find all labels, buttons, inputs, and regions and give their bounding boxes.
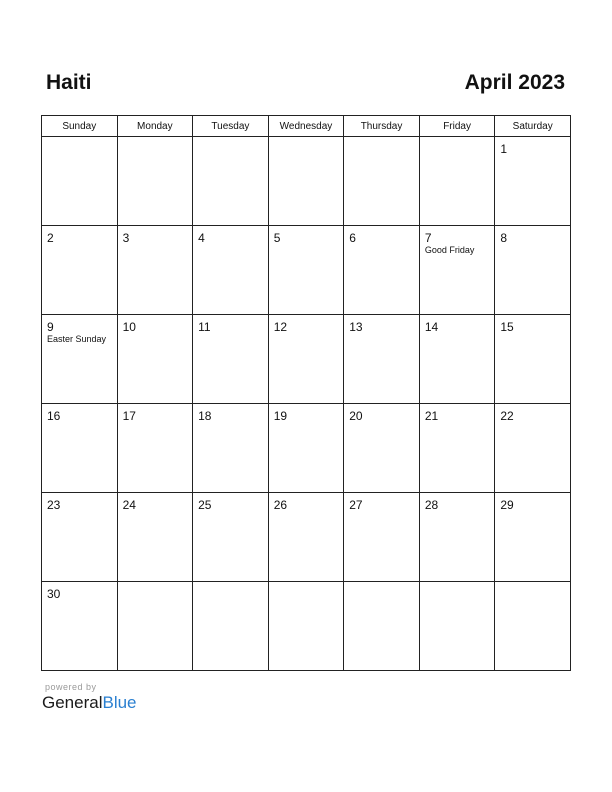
calendar-day-cell[interactable] bbox=[268, 404, 344, 493]
calendar-day-cell[interactable] bbox=[117, 493, 193, 582]
calendar-day-cell bbox=[344, 582, 420, 671]
calendar-day-cell[interactable] bbox=[344, 226, 420, 315]
calendar-day-cell[interactable] bbox=[268, 315, 344, 404]
calendar-day-cell[interactable] bbox=[495, 137, 571, 226]
day-number: 18 bbox=[198, 409, 212, 423]
calendar-day-cell[interactable] bbox=[419, 404, 495, 493]
calendar-day-cell bbox=[193, 137, 269, 226]
calendar-day-cell bbox=[117, 582, 193, 671]
day-number: 6 bbox=[349, 231, 356, 245]
day-number: 9 bbox=[47, 320, 54, 334]
calendar-day-cell bbox=[419, 582, 495, 671]
weekday-wednesday: Wednesday bbox=[268, 116, 344, 137]
day-number: 3 bbox=[122, 231, 130, 245]
calendar-day-cell[interactable] bbox=[344, 493, 420, 582]
day-number: 8 bbox=[500, 231, 508, 245]
calendar-day-cell bbox=[193, 582, 269, 671]
calendar-day-cell[interactable] bbox=[117, 226, 193, 315]
day-number: 13 bbox=[349, 320, 363, 334]
day-number: 23 bbox=[47, 498, 61, 512]
day-number: 30 bbox=[47, 587, 61, 601]
calendar-day-cell bbox=[268, 137, 344, 226]
calendar-week-row bbox=[42, 315, 571, 404]
calendar-day-cell[interactable] bbox=[42, 404, 118, 493]
day-number: 27 bbox=[349, 498, 363, 512]
weekday-sunday: Sunday bbox=[42, 116, 118, 137]
calendar-day-cell[interactable] bbox=[419, 315, 495, 404]
calendar-day-cell[interactable] bbox=[495, 315, 571, 404]
brand-general-text: General bbox=[42, 693, 103, 712]
calendar-day-cell[interactable] bbox=[42, 226, 118, 315]
calendar-day-cell[interactable] bbox=[193, 493, 269, 582]
calendar-day-cell bbox=[268, 582, 344, 671]
day-number: 16 bbox=[47, 409, 61, 423]
country-title: Haiti bbox=[46, 71, 92, 94]
powered-by-label: powered by bbox=[45, 682, 97, 692]
calendar-day-cell[interactable] bbox=[344, 315, 420, 404]
calendar-day-cell bbox=[42, 137, 118, 226]
day-number: 2 bbox=[47, 231, 54, 245]
calendar-day-cell[interactable] bbox=[42, 582, 118, 671]
day-number: 22 bbox=[500, 409, 514, 423]
weekday-header-row bbox=[42, 116, 571, 137]
calendar-week-row bbox=[42, 582, 571, 671]
calendar-day-cell bbox=[344, 137, 420, 226]
day-number: 12 bbox=[273, 320, 288, 334]
day-number: 5 bbox=[273, 231, 281, 245]
weekday-tuesday: Tuesday bbox=[193, 116, 269, 137]
calendar-day-cell[interactable] bbox=[419, 226, 495, 315]
calendar-week-row bbox=[42, 493, 571, 582]
day-number: 11 bbox=[198, 320, 211, 334]
calendar-body bbox=[42, 137, 571, 671]
day-number: 29 bbox=[500, 498, 514, 512]
day-number: 28 bbox=[424, 498, 439, 512]
brand-blue-text: Blue bbox=[102, 693, 137, 712]
day-number: 7 bbox=[424, 231, 432, 245]
calendar-day-cell bbox=[117, 137, 193, 226]
calendar-day-cell[interactable] bbox=[42, 493, 118, 582]
weekday-friday: Friday bbox=[419, 116, 495, 137]
calendar-day-cell[interactable] bbox=[495, 493, 571, 582]
calendar-week-row bbox=[42, 404, 571, 493]
calendar-day-cell[interactable] bbox=[344, 404, 420, 493]
calendar-week-row bbox=[42, 226, 571, 315]
day-number: 19 bbox=[273, 409, 288, 423]
day-number: 17 bbox=[122, 409, 136, 423]
calendar-day-cell bbox=[419, 137, 495, 226]
calendar-week-row bbox=[42, 137, 571, 226]
weekday-thursday: Thursday bbox=[344, 116, 420, 137]
day-number: 10 bbox=[122, 320, 136, 334]
day-number: 15 bbox=[500, 320, 514, 334]
calendar-day-cell[interactable] bbox=[268, 226, 344, 315]
calendar-day-cell[interactable] bbox=[193, 404, 269, 493]
calendar-day-cell[interactable] bbox=[268, 493, 344, 582]
day-number: 1 bbox=[500, 142, 508, 156]
day-number: 20 bbox=[349, 409, 363, 423]
day-number: 14 bbox=[424, 320, 439, 334]
calendar-day-cell[interactable] bbox=[495, 226, 571, 315]
calendar-day-cell bbox=[495, 582, 571, 671]
day-number: 21 bbox=[424, 409, 439, 423]
weekday-saturday: Saturday bbox=[495, 116, 571, 137]
calendar-day-cell[interactable] bbox=[42, 315, 118, 404]
calendar-day-cell[interactable] bbox=[193, 226, 269, 315]
calendar-day-cell[interactable] bbox=[419, 493, 495, 582]
brand-logo[interactable] bbox=[42, 693, 137, 713]
month-title: April 2023 bbox=[464, 71, 565, 94]
weekday-monday: Monday bbox=[117, 116, 193, 137]
day-number: 4 bbox=[198, 231, 205, 245]
day-number: 24 bbox=[122, 498, 136, 512]
holiday-label: Easter Sunday bbox=[47, 334, 107, 344]
holiday-label: Good Friday bbox=[424, 245, 475, 255]
calendar-day-cell[interactable] bbox=[495, 404, 571, 493]
day-number: 25 bbox=[198, 498, 212, 512]
calendar-grid bbox=[41, 115, 571, 671]
calendar-day-cell[interactable] bbox=[117, 404, 193, 493]
calendar-day-cell[interactable] bbox=[117, 315, 193, 404]
day-number: 26 bbox=[273, 498, 288, 512]
calendar-day-cell[interactable] bbox=[193, 315, 269, 404]
